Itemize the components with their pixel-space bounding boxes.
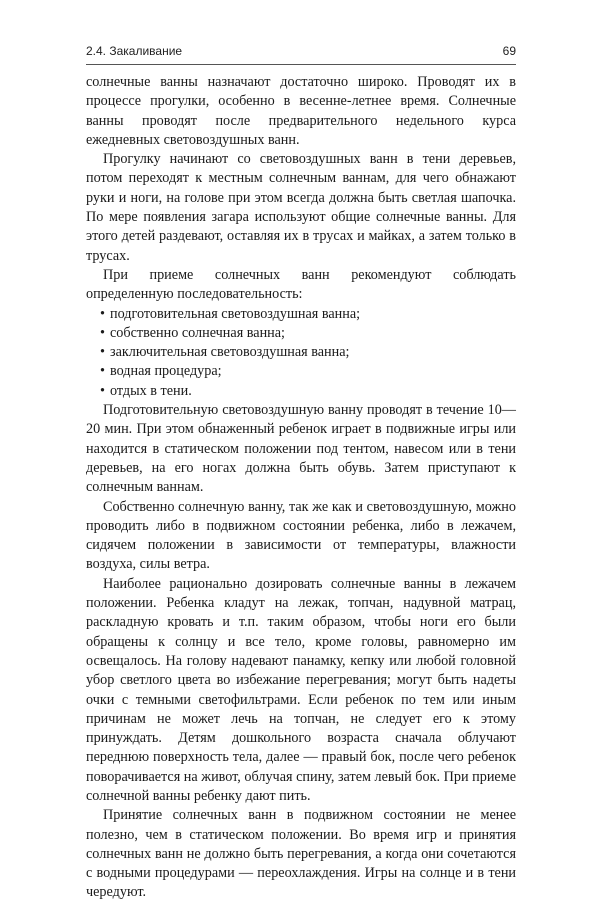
bullet-icon: • [100,344,105,361]
bullet-icon: • [100,382,105,399]
paragraph: Собственно солнечную ванну, так же как и световоздушную, можно проводить либо в подвижном состоянии ребенка, либо в лежачем, сидячем положении в зависимости от температуры, влажности воздуха, силы ветра. [86,498,516,573]
list-item-text: собственно солнечная ванна; [110,324,285,341]
bullet-icon: • [100,363,105,380]
book-page [86,44,516,903]
paragraph-continued: солнечные ванны назначают достаточно широко. Проводят их в процессе прогулки, особенно в весенне-летнее время. Солнечные ванны проводят после предварительного недельного курса ежедневных световоздушных ванн. [86,74,516,148]
paragraph: Наиболее рационально дозировать солнечные ванны в лежачем положении. Ребенка кладут на лежак, топчан, надувной матрац, раскладную кровать и т.п. таким образом, чтобы ноги его были обращены к солнцу и все тело, кроме головы, равномерно им освещалось. На голову надевают панамку, кепку или любой головной убор светлого цвета во избежание перегревания; могут быть надеты очки с темными светофильтрами. Если ребенок по тем или иным причинам не может лечь на топчан, не следует его к этому принуждать. Детям дошкольного возраста сначала облучают переднюю поверхность тела, далее — правый бок, после чего ребенок поворачивается на живот, облучая спину, затем левый бок. При приеме солнечной ванны ребенку дают пить. [86,575,516,804]
body-text [86,73,516,903]
sequence-list [86,305,516,401]
list-item [86,305,516,324]
list-item-text: водная процедура; [110,363,222,380]
bullet-icon: • [100,305,105,322]
running-header [86,44,516,65]
list-item [86,382,516,401]
list-item [86,362,516,381]
bullet-icon: • [100,324,105,341]
paragraph: Прогулку начинают со световоздушных ванн в тени деревьев, потом переходят к местным солнечным ваннам, для чего обнажают руки и ноги, на голове при этом всегда должна быть светлая шапочка. По мере появления загара используют общие солнечные ванны. Для этого детей раздевают, оставляя их в трусах и майках, а затем только в трусах. [86,151,516,264]
list-item-text: подготовительная световоздушная ванна; [110,305,361,322]
paragraph: Принятие солнечных ванн в подвижном состоянии не менее полезно, чем в статическом положении. Во время игр и принятия солнечных ванн не должно быть перегревания, а когда они сочетаются с водными процедурами — переохлаждения. Игры на солнце и в тени чередуют. [86,807,516,901]
paragraph: Подготовительную световоздушную ванну проводят в течение 10—20 мин. При этом обнаженный ребенок играет в подвижные игры или находится в статическом положении под тентом, навесом или в тени деревьев, на его ногах должна быть обувь. Затем приступают к солнечным ваннам. [86,402,516,496]
page-number: 69 [502,44,516,58]
list-item-text: заключительная световоздушная ванна; [110,344,350,361]
section-title: 2.4. Закаливание [86,44,183,58]
list-item-text: отдых в тени. [110,382,192,399]
paragraph: При приеме солнечных ванн рекомендуют соблюдать определенную последовательность: [86,266,516,303]
list-item [86,343,516,362]
list-item [86,324,516,343]
